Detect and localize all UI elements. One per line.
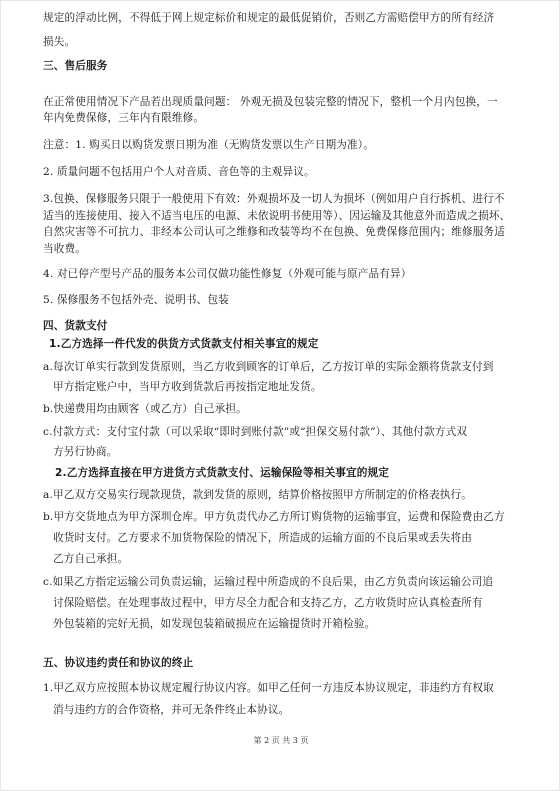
paragraph-line: 规定的浮动比例，不得低于网上规定标价和规定的最低促销价，否则乙方需赔偿甲方的所有经济 — [43, 12, 495, 24]
section-heading-termination: 五、协议违约责任和协议的终止 — [43, 657, 194, 669]
paragraph-line: c.付款方式：支付宝付款（可以采取“即时到账付款”或“担保交易付款”）、其他付款方式双 — [43, 426, 468, 438]
section-heading-after-sales: 三、售后服务 — [43, 60, 108, 72]
page-number-footer: 第 2 页 共 3 页 — [253, 736, 309, 745]
paragraph-line: 收货时支付。乙方要求不加货物保险的情况下，所造成的运输方面的不良后果或丢失将由 — [53, 532, 473, 544]
paragraph-line: 当收费。 — [43, 243, 86, 255]
paragraph-line: 损失。 — [43, 36, 76, 48]
paragraph-line: 适当的连接使用、接入不适当电压的电源、未依说明书使用等）、因运输及其他意外而造成之损坏、 — [43, 210, 511, 222]
paragraph-line: 消与违约方的合作资格，并可无条件终止本协议。 — [53, 704, 290, 716]
paragraph-line: 甲方指定账户中，当甲方收到货款后再按指定地址发货。 — [53, 381, 322, 393]
paragraph-line: 方另行协商。 — [53, 446, 118, 458]
paragraph-line: 自然灾害等不可抗力、非经本公司认可之维修和改装等均不在包换、免费保修范围内；维修服务适 — [43, 226, 505, 238]
paragraph-line: 5. 保修服务不包括外壳、说明书、包装 — [43, 294, 229, 306]
section-heading-payment: 四、货款支付 — [43, 320, 108, 332]
paragraph-line: c.如果乙方指定运输公司负责运输，运输过程中所造成的不良后果，由乙方负责向该运输公司追 — [43, 576, 494, 588]
paragraph-line: 外包装箱的完好无损，如发现包装箱破损应在运输提货时开箱检验。 — [53, 618, 376, 630]
paragraph-line: a.每次订单实行款到发货原则，当乙方收到顾客的订单后，乙方按订单的实际金额将货款支付到 — [43, 361, 494, 373]
paragraph-line: 2. 质量问题不包括用户个人对音质、音色等的主观异议。 — [43, 166, 315, 178]
paragraph-line: b.甲方交货地点为甲方深圳仓库。甲方负责代办乙方所订购货物的运输事宜，运费和保险费由乙方 — [43, 511, 505, 523]
paragraph-line: 3.包换、保修服务只限于一般使用下有效：外观损坏及一切人为损坏（例如用户自行拆机、进行不 — [43, 193, 505, 205]
paragraph-line: 在正常使用情况下产品若出现质量问题： 外观无损及包装完整的情况下，整机一个月内包换，一 — [43, 96, 498, 108]
paragraph-line: 讨保险赔偿。在处理事故过程中，甲方尽全力配合和支持乙方，乙方收货时应认真检查所有 — [53, 597, 483, 609]
paragraph-line: 注意：1. 购买日以购货发票日期为准（无购货发票以生产日期为准）。 — [43, 139, 374, 151]
paragraph-line: 1.甲乙双方应按照本协议规定履行协议内容。如甲乙任何一方违反本协议规定，非违约方有权取 — [43, 682, 494, 694]
paragraph-line: b.快递费用均由顾客（或乙方）自己承担。 — [43, 403, 247, 415]
subsection-heading: 2.乙方选择直接在甲方进货方式货款支付、运输保险等相关事宜的规定 — [55, 467, 390, 479]
paragraph-line: a.甲乙双方交易实行现款现货，款到发货的原则，结算价格按照甲方所制定的价格表执行。 — [43, 489, 472, 501]
paragraph-line: 年内免费保修，三年内有限维修。 — [43, 112, 205, 124]
paragraph-line: 乙方自己承担。 — [53, 553, 129, 565]
subsection-heading: 1.乙方选择一件代发的供货方式货款支付相关事宜的规定 — [49, 338, 319, 350]
paragraph-line: 4. 对已停产型号产品的服务本公司仅做功能性修复（外观可能与原产品有异） — [43, 268, 412, 280]
